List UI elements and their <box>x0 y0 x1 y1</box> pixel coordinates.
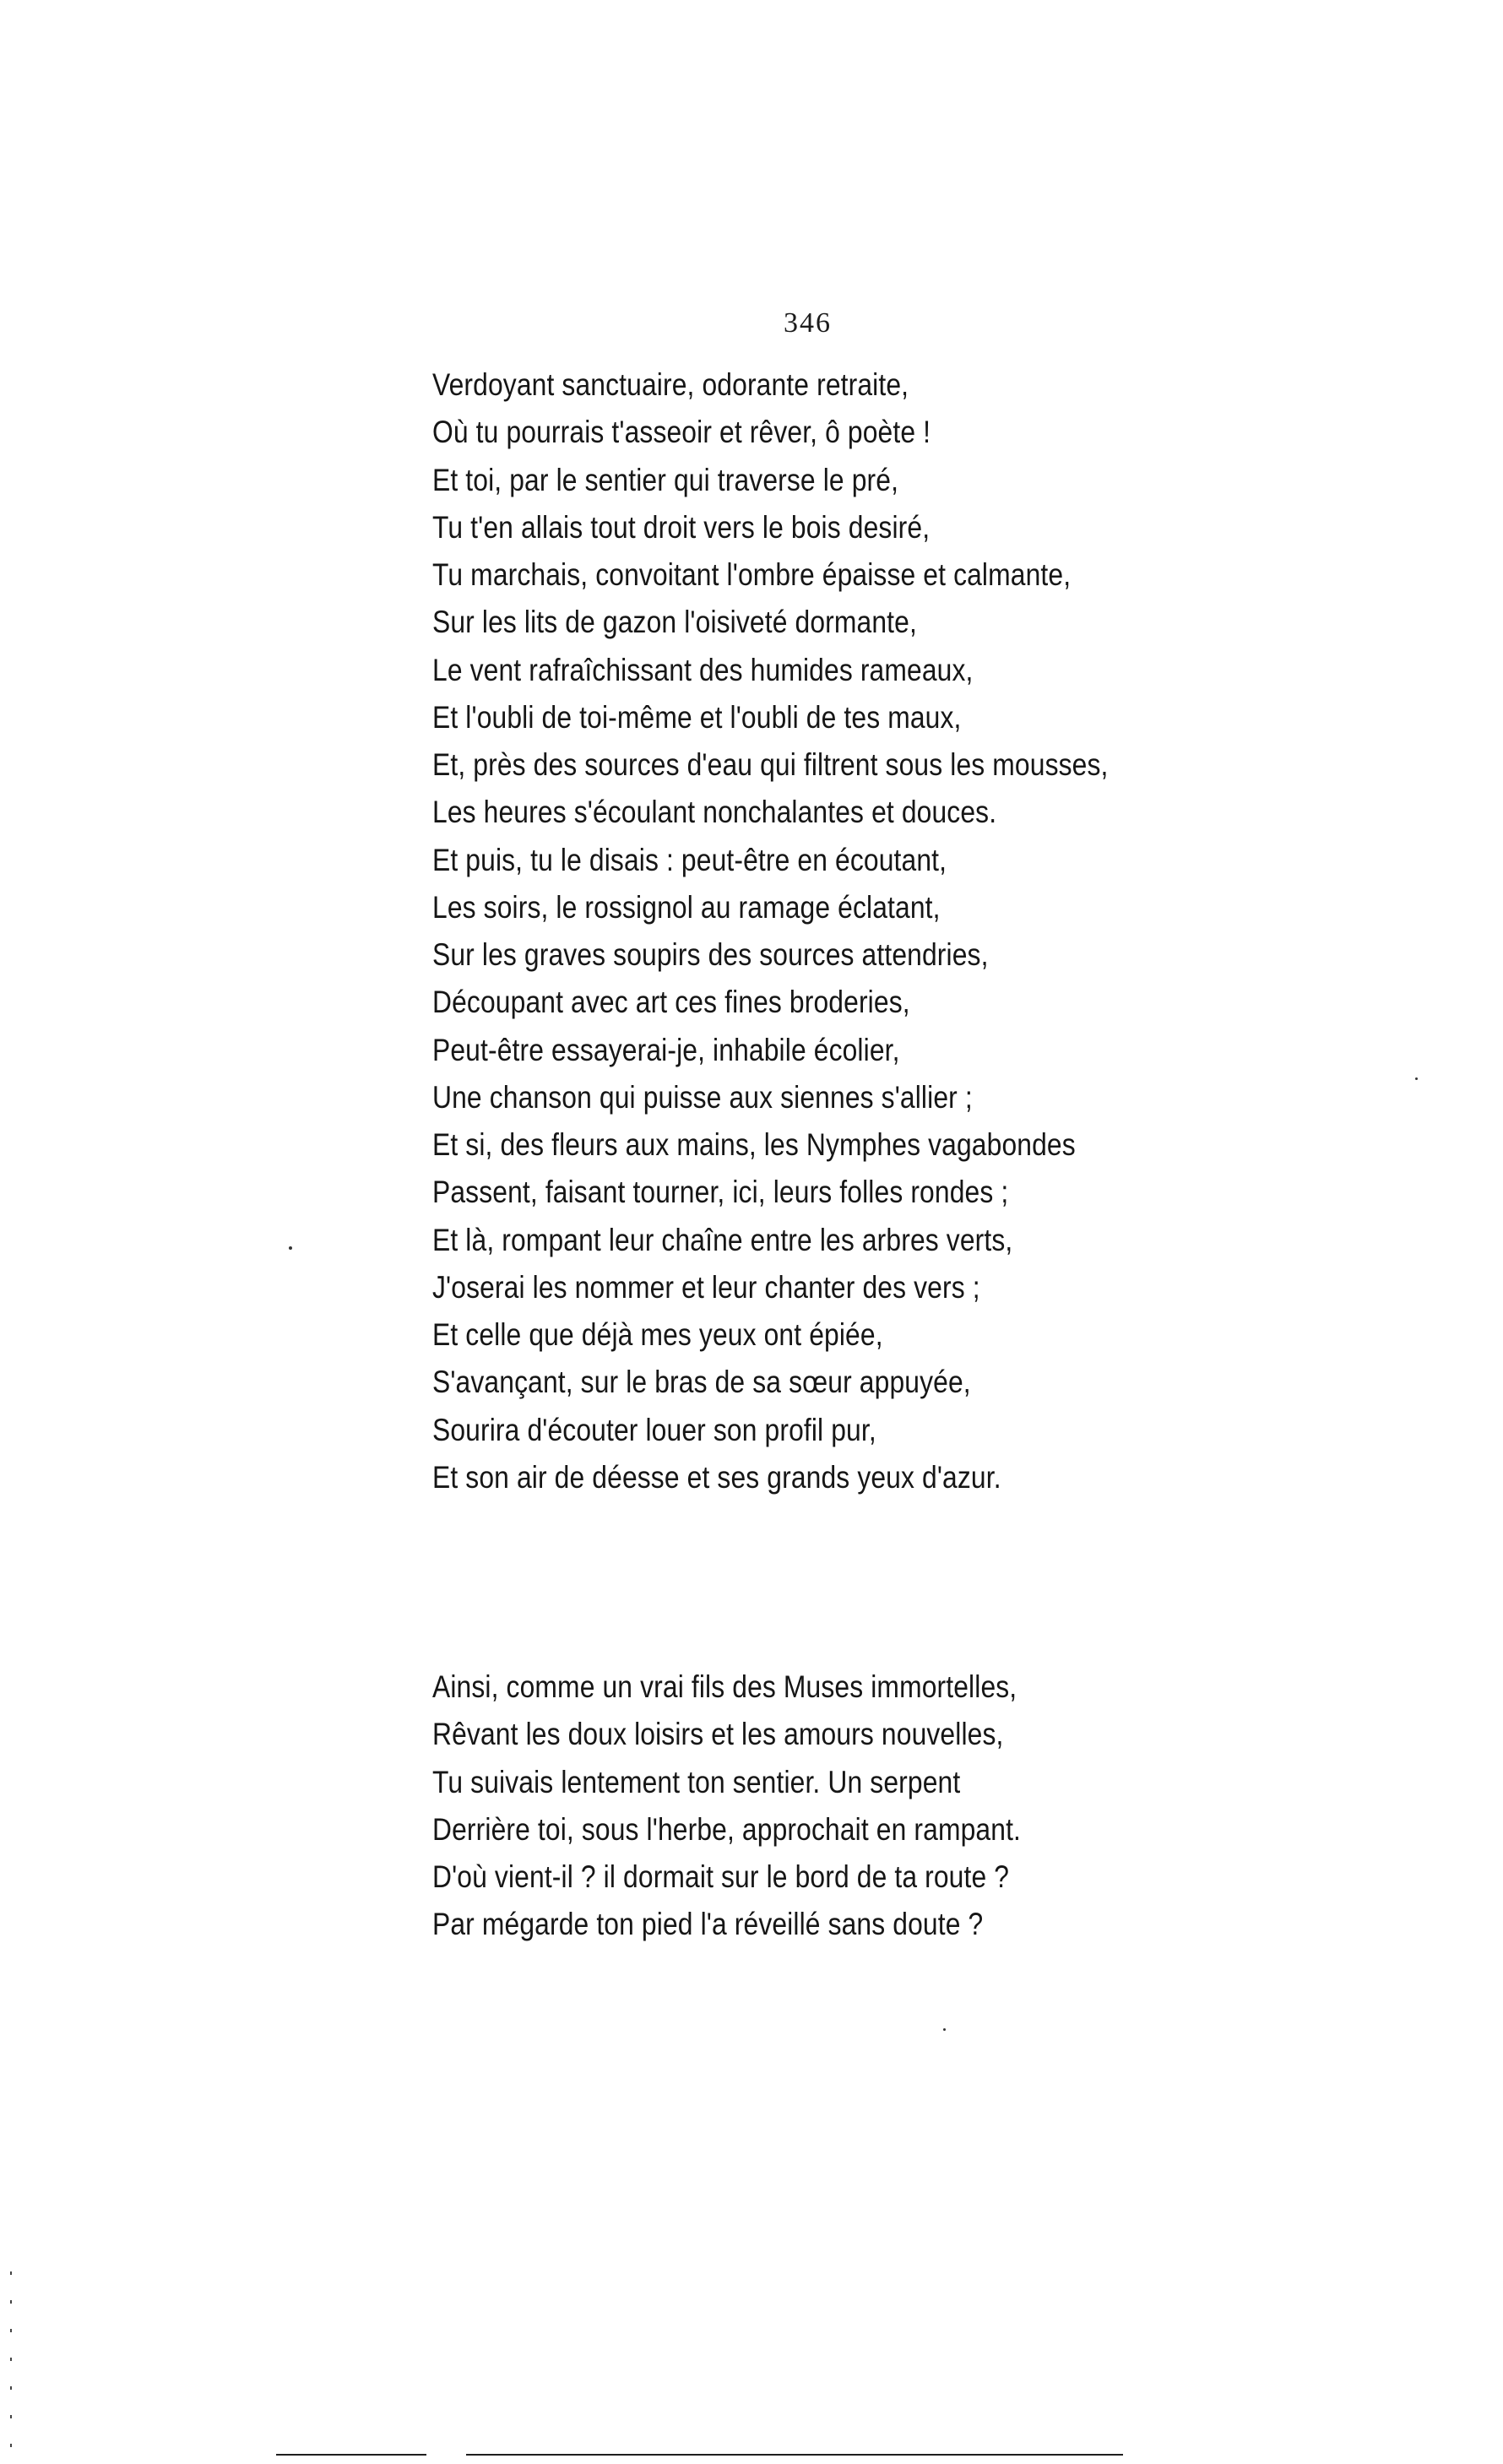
verse-line: Et toi, par le sentier qui traverse le pré, <box>432 462 899 497</box>
verse-line: S'avançant, sur le bras de sa sœur appuyée, <box>432 1365 971 1400</box>
verse-line: Et son air de déesse et ses grands yeux d'azur. <box>432 1459 1001 1495</box>
verse-line: Sur les graves soupirs des sources attendries, <box>432 937 989 972</box>
verse-line: Peut-être essayerai-je, inhabile écolier, <box>432 1032 900 1067</box>
verse-line: Sur les lits de gazon l'oisiveté dormante, <box>432 605 917 640</box>
verse-line: Derrière toi, sous l'herbe, approchait en rampant. <box>432 1811 1022 1847</box>
verse-line: Les heures s'écoulant nonchalantes et douces. <box>432 795 997 830</box>
ink-speck <box>289 1246 292 1250</box>
verse-line: Découpant avec art ces fines broderies, <box>432 985 910 1020</box>
verse-line: Tu marchais, convoitant l'ombre épaisse et calmante, <box>432 557 1072 592</box>
verse-line: D'où vient-il ? il dormait sur le bord de ta route ? <box>432 1859 1010 1894</box>
verse-line: J'oserai les nommer et leur chanter des vers ; <box>432 1269 980 1305</box>
verse-line: Rêvant les doux loisirs et les amours nouvelles, <box>432 1717 1004 1752</box>
page-number: 346 <box>784 307 832 339</box>
scan-margin-marks <box>10 2271 12 2457</box>
verse-line: Ainsi, comme un vrai fils des Muses immortelles, <box>432 1669 1017 1704</box>
verse-line: Et là, rompant leur chaîne entre les arbres verts, <box>432 1222 1013 1257</box>
verse-line: Par mégarde ton pied l'a réveillé sans doute ? <box>432 1907 984 1942</box>
verse-line: Les soirs, le rossignol au ramage éclatant, <box>432 889 941 925</box>
poem-stanza-1 <box>432 361 1327 1501</box>
verse-line: Tu t'en allais tout droit vers le bois desiré, <box>432 509 931 545</box>
poem-stanza-2 <box>432 1663 1327 1949</box>
verse-line: Verdoyant sanctuaire, odorante retraite, <box>432 367 909 402</box>
bottom-rule-right <box>466 2454 1123 2456</box>
verse-line: Où tu pourrais t'asseoir et rêver, ô poète ! <box>432 415 931 450</box>
verse-line: Et celle que déjà mes yeux ont épiée, <box>432 1317 883 1352</box>
verse-line: Tu suivais lentement ton sentier. Un serpent <box>432 1764 961 1799</box>
verse-line: Passent, faisant tourner, ici, leurs folles rondes ; <box>432 1175 1009 1210</box>
verse-line: Et si, des fleurs aux mains, les Nymphes vagabondes <box>432 1127 1076 1162</box>
verse-line: Sourira d'écouter louer son profil pur, <box>432 1412 876 1447</box>
verse-line: Le vent rafraîchissant des humides rameaux, <box>432 652 974 687</box>
verse-line: Une chanson qui puisse aux siennes s'allier ; <box>432 1079 973 1115</box>
verse-line: Et puis, tu le disais : peut-être en écoutant, <box>432 842 947 877</box>
verse-line: Et, près des sources d'eau qui filtrent sous les mousses, <box>432 747 1109 782</box>
verse-line: Et l'oubli de toi-même et l'oubli de tes maux, <box>432 699 962 735</box>
ink-speck <box>1415 1077 1418 1080</box>
bottom-rule-left <box>276 2454 426 2456</box>
ink-speck <box>943 2028 946 2031</box>
